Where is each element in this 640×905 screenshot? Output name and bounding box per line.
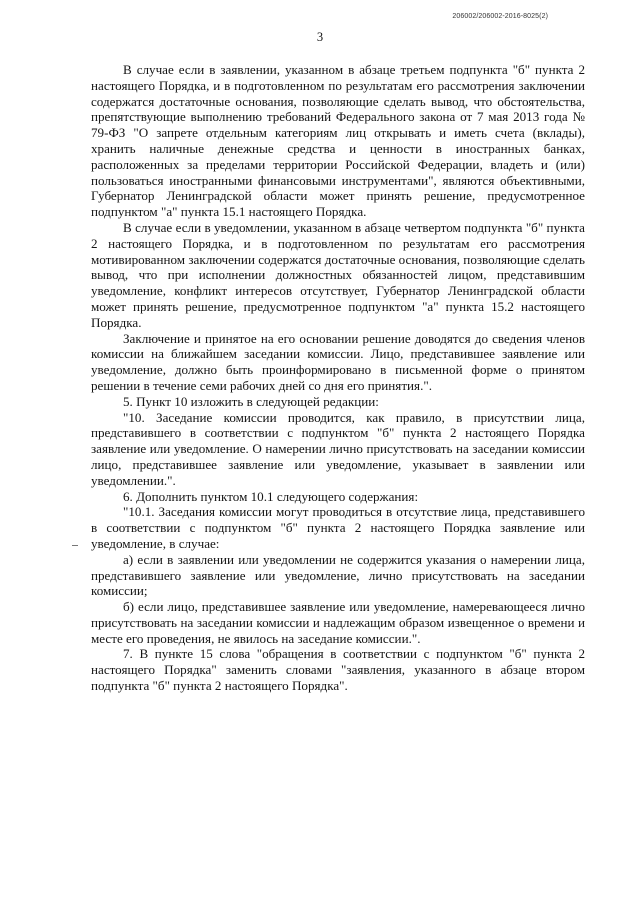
scan-mark	[72, 545, 78, 546]
paragraph-notification-case: В случае если в уведомлении, указанном в абзаце четвертом подпункта "б" пункта 2 настоящего Порядка, и в подготовленном по результатам его рассмотрения мотивированном заключении содержатся достаточные основания, позволяющие сделать вывод, что при исполнении должностных обязанностей лицом, представившим уведомление, конфликт интересов отсутствует, Губернатор Ленинградской области может принять решение, предусмотренное подпунктом "а" пункта 15.2 настоящего Порядка.	[91, 219, 586, 330]
paragraph-item-6: 6. Дополнить пунктом 10.1 следующего содержания:	[123, 488, 419, 504]
paragraph-conclusion: Заключение и принятое на его основании решение доводятся до сведения членов комиссии на ближайшем заседании комиссии. Лицо, представившее заявление или уведомление, должно быть проинформировано в письменной форме о принятом решении в течение семи рабочих дней со дня его принятия.".	[91, 330, 585, 393]
paragraph-subitem-b: б) если лицо, представившее заявление или уведомление, намеревающееся лично присутствовать на заседании комиссии и надлежащим образом извещенное о времени и месте его проведения, не явилось на заседание комиссии.".	[91, 599, 585, 646]
document-body	[91, 62, 585, 694]
paragraph-statement-case: В случае если в заявлении, указанном в абзаце третьем подпункта "б" пункта 2 настоящего Порядка, и в подготовленном по результатам его рассмотрения заключении содержатся достаточные основания, позволяющие сделать вывод, что обстоятельства, препятствующие выполнению требований Федерального закона от 7 мая 2013 года № 79-ФЗ "О запрете отдельным категориям лиц открывать и иметь счета (вклады), хранить наличные денежные средства и ценности в иностранных банках, расположенных за пределами территории Российской Федерации, владеть и (или) пользоваться иностранными финансовыми инструментами", являются объективными, Губернатор Ленинградской области может принять решение, предусмотренное подпунктом "а" пункта 15.1 настоящего Порядка.	[91, 62, 585, 220]
paragraph-item-5: 5. Пункт 10 изложить в следующей редакции:	[123, 393, 379, 409]
paragraph-subitem-a: а) если в заявлении или уведомлении не содержится указания о намерении лица, представившего заявление или уведомление, лично присутствовать на заседании комиссии;	[91, 551, 585, 599]
document-id: 206002/206002-2016-8025(2)	[452, 13, 548, 20]
paragraph-item-10: "10. Заседание комиссии проводится, как правило, в присутствии лица, представившего в соответствии с подпунктом "б" пункта 2 настоящего Порядка заявление или уведомление. О намерении лично присутствовать на заседании комиссии лицо, представившее заявление или уведомление, указывает в заявлении или уведомлении.".	[91, 409, 585, 488]
page-number: 3	[316, 30, 324, 44]
paragraph-item-7: 7. В пункте 15 слова "обращения в соответствии с подпунктом "б" пункта 2 настоящего Порядка" заменить словами "заявления, указанного в абзаце втором подпункта "б" пункта 2 настоящего Порядка".	[91, 646, 585, 694]
paragraph-item-10-1: "10.1. Заседания комиссии могут проводиться в отсутствие лица, представившего в соответствии с подпунктом "б" пункта 2 настоящего Порядка заявление или уведомление, в случае:	[91, 504, 585, 551]
